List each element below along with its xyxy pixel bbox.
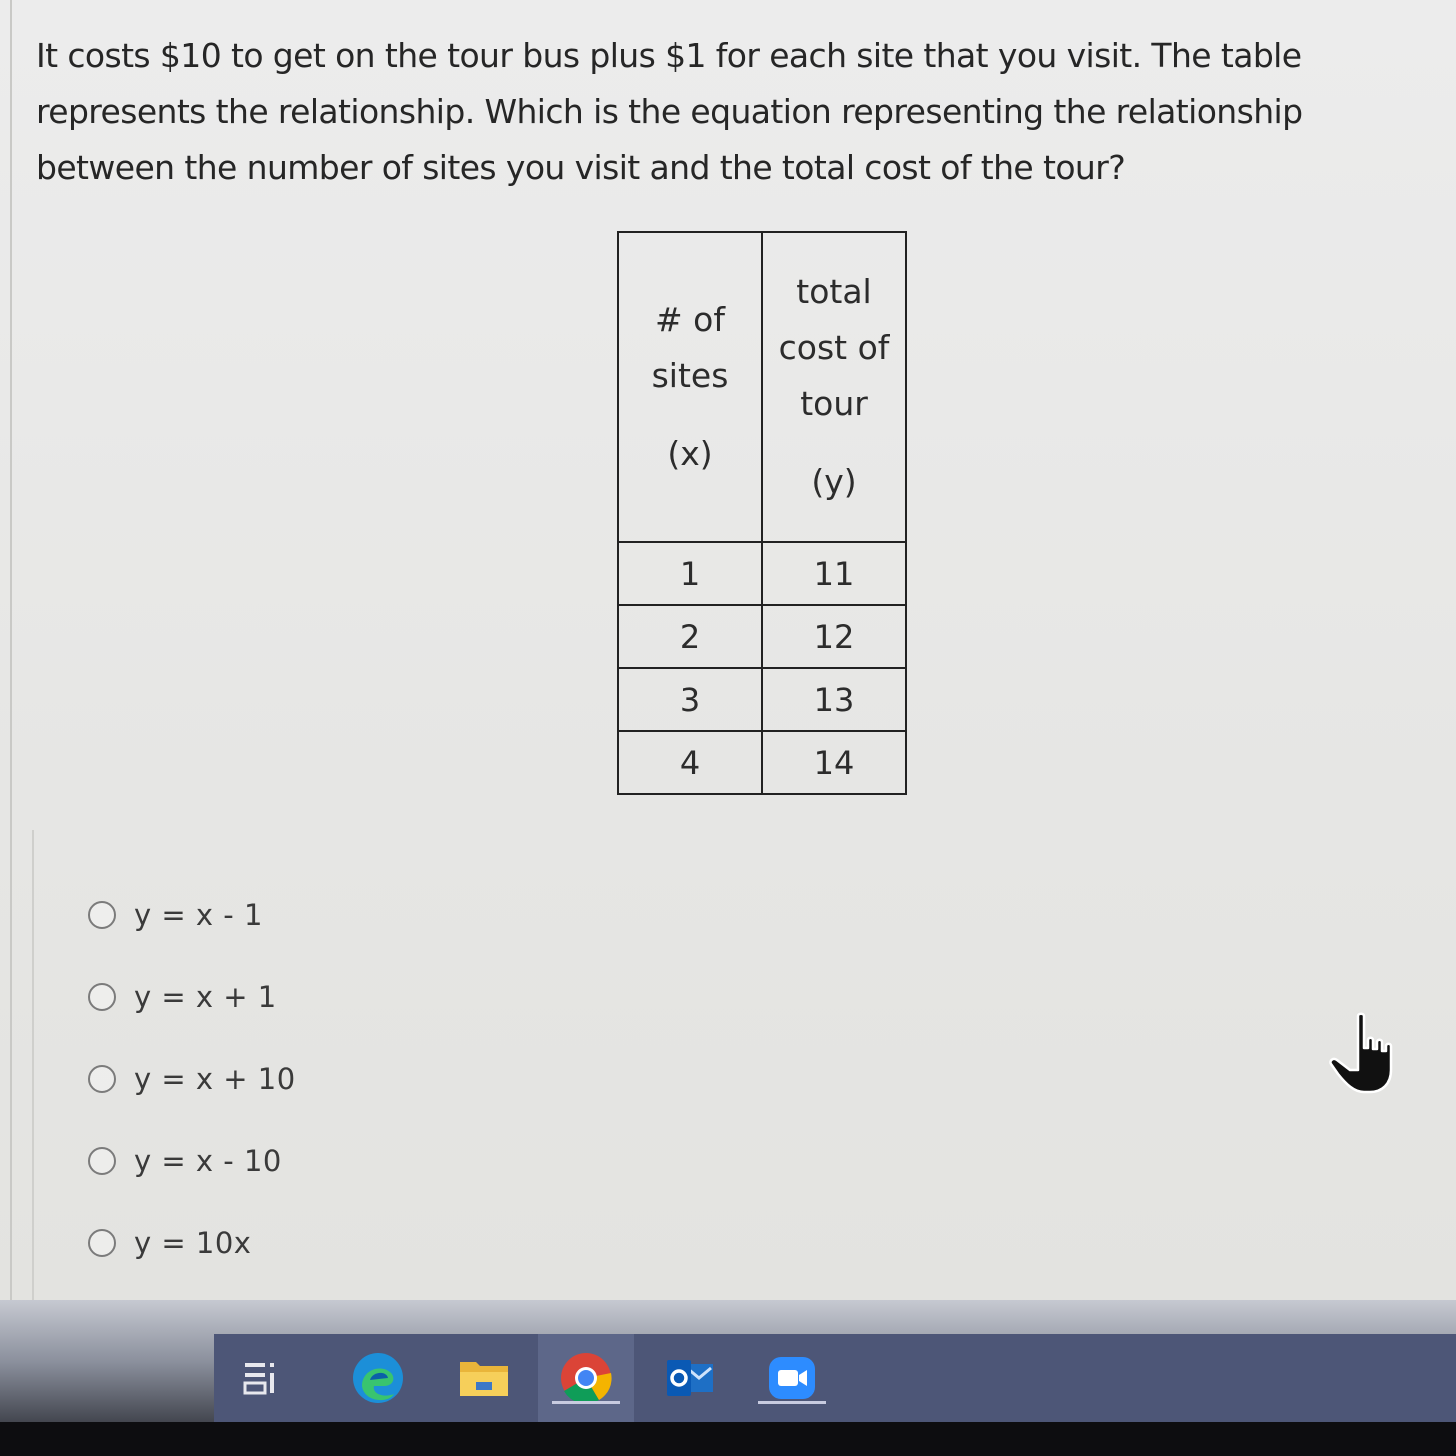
hand-cursor-icon	[1328, 1012, 1398, 1096]
radio-button[interactable]	[88, 1065, 116, 1093]
answer-option-label: y = x + 1	[134, 980, 277, 1014]
outlook-icon	[665, 1358, 715, 1398]
header-sites-label: # of sites	[651, 300, 729, 395]
answer-option[interactable]	[88, 1038, 296, 1120]
table-cell-cost: 14	[762, 731, 906, 794]
answer-option[interactable]	[88, 1120, 296, 1202]
header-sites-variable: (x)	[667, 434, 713, 473]
file-explorer-icon	[458, 1356, 510, 1400]
header-cost	[762, 232, 906, 542]
question-text: It costs $10 to get on the tour bus plus $1 for each site that you visit. The table represents the relationship. Which is the equation representing the relationship between the number of sites you visit and the total cost of the tour?	[36, 36, 1303, 187]
taskbar-item-chrome[interactable]	[538, 1334, 634, 1422]
table-cell-cost: 12	[762, 605, 906, 668]
taskbar-item-zoom[interactable]	[744, 1334, 840, 1422]
task-view-icon	[243, 1359, 281, 1397]
taskbar-item-task-view[interactable]	[214, 1334, 310, 1422]
table-row	[618, 605, 906, 668]
active-indicator	[552, 1401, 620, 1404]
answer-option[interactable]	[88, 1202, 296, 1284]
header-cost-variable: (y)	[811, 462, 857, 501]
edge-icon	[350, 1350, 406, 1406]
table-cell-sites: 2	[618, 605, 762, 668]
header-cost-label: total cost of tour	[778, 272, 890, 423]
table-cell-sites: 3	[618, 668, 762, 731]
table-header-row	[618, 232, 906, 542]
taskbar-item-file-explorer[interactable]	[436, 1334, 532, 1422]
table-cell-sites: 4	[618, 731, 762, 794]
data-table	[617, 231, 907, 795]
table-cell-sites: 1	[618, 542, 762, 605]
taskbar	[214, 1334, 1456, 1422]
radio-button[interactable]	[88, 1147, 116, 1175]
taskbar-item-edge[interactable]	[330, 1334, 426, 1422]
radio-button[interactable]	[88, 901, 116, 929]
answer-option-label: y = 10x	[134, 1226, 252, 1260]
zoom-icon	[767, 1355, 817, 1401]
header-sites	[618, 232, 762, 542]
radio-button[interactable]	[88, 1229, 116, 1257]
table-cell-cost: 11	[762, 542, 906, 605]
chrome-icon	[559, 1351, 613, 1405]
answer-option-label: y = x + 10	[134, 1062, 296, 1096]
table-row	[618, 542, 906, 605]
monitor-bezel	[0, 1422, 1456, 1456]
answer-option-label: y = x - 1	[134, 898, 263, 932]
taskbar-item-outlook[interactable]	[642, 1334, 738, 1422]
open-indicator	[758, 1401, 826, 1404]
table-row	[618, 668, 906, 731]
answer-option-label: y = x - 10	[134, 1144, 282, 1178]
answer-option[interactable]	[88, 874, 296, 956]
answer-options	[88, 874, 296, 1284]
table-row	[618, 731, 906, 794]
radio-button[interactable]	[88, 983, 116, 1011]
table-cell-cost: 13	[762, 668, 906, 731]
answer-option[interactable]	[88, 956, 296, 1038]
